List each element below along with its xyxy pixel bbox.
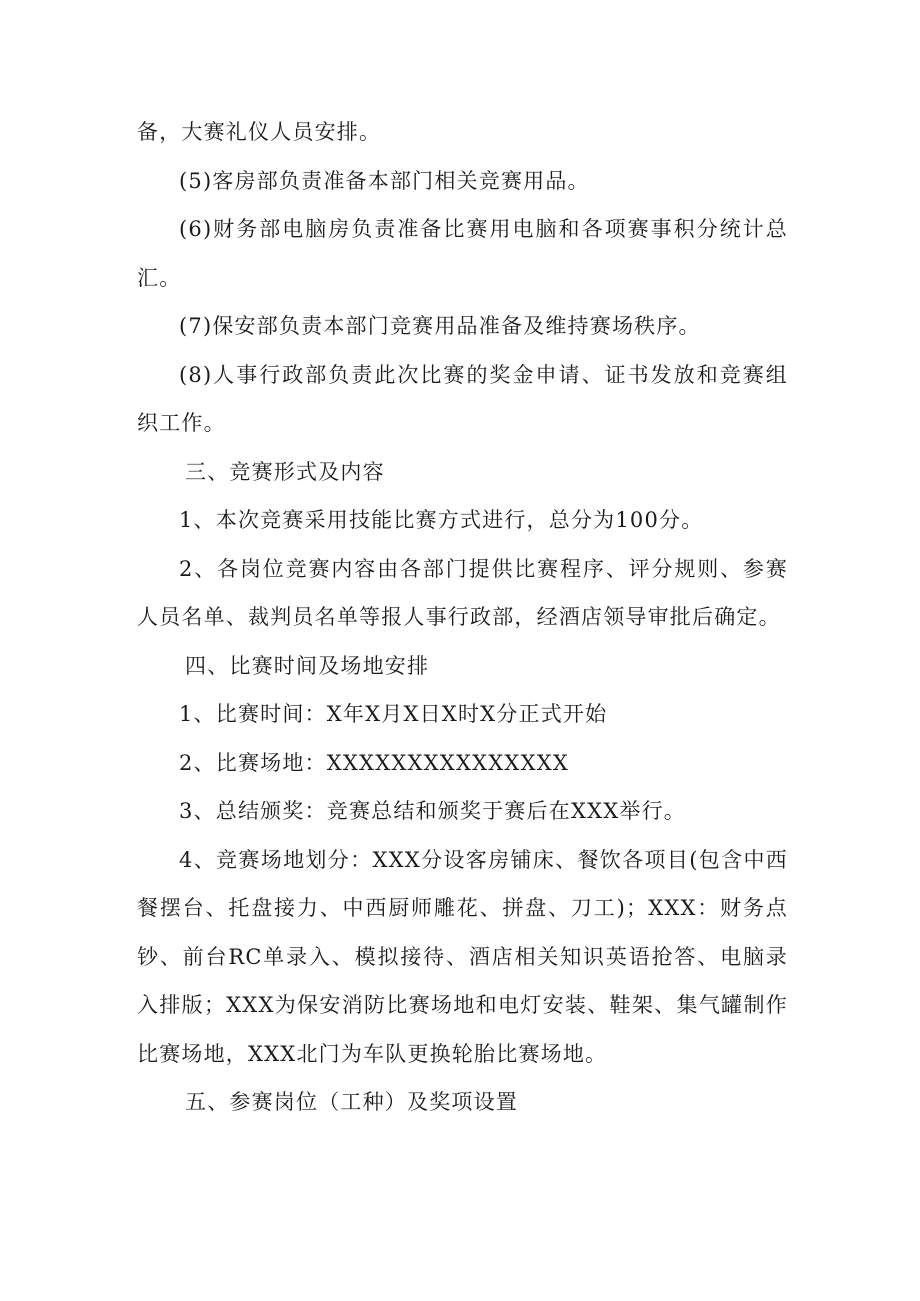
paragraph-4-1: 1、比赛时间：X年X月X日X时X分正式开始 (179, 702, 608, 726)
section-heading-4: 四、比赛时间及场地安排 (185, 653, 430, 678)
paragraph-item-5: (5)客房部负责准备本部门相关竞赛用品。 (179, 168, 590, 193)
paragraph-3-1: 1、本次竞赛采用技能比赛方式进行，总分为100分。 (179, 508, 704, 532)
paragraph-4-3: 3、总结颁奖：竞赛总结和颁奖于赛后在XXX举行。 (179, 799, 687, 823)
paragraph-continuation: 备，大赛礼仪人员安排。 (137, 120, 382, 144)
document-body (137, 108, 788, 1127)
paragraph-item-8: (8)人事行政部负责此次比赛的奖金申请、证书发放和竞赛组织工作。 (137, 362, 788, 435)
paragraph-4-4: 4、竞赛场地划分：XXX分设客房铺床、餐饮各项目(包含中西餐摆台、托盘接力、中西厨师雕花、拼盘、刀工)；XXX：财务点钞、前台RC单录入、模拟接待、酒店相关知识英语抢答、电脑录入排版；XXX为保安消防比赛场地和电灯安装、鞋架、集气罐制作比赛场地，XXX北门为车队更换轮胎比赛场地。 (137, 847, 788, 1066)
paragraph-3-2: 2、各岗位竞赛内容由各部门提供比赛程序、评分规则、参赛人员名单、裁判员名单等报人事行政部，经酒店领导审批后确定。 (137, 556, 788, 629)
paragraph-4-2: 2、比赛场地：XXXXXXXXXXXXXXX (179, 750, 570, 775)
paragraph-item-7: (7)保安部负责本部门竞赛用品准备及维持赛场秩序。 (179, 314, 701, 338)
paragraph-item-6: (6)财务部电脑房负责准备比赛用电脑和各项赛事积分统计总汇。 (137, 217, 788, 290)
section-heading-3: 三、竞赛形式及内容 (185, 459, 385, 484)
section-heading-5: 五、参赛岗位（工种）及奖项设置 (185, 1090, 518, 1114)
